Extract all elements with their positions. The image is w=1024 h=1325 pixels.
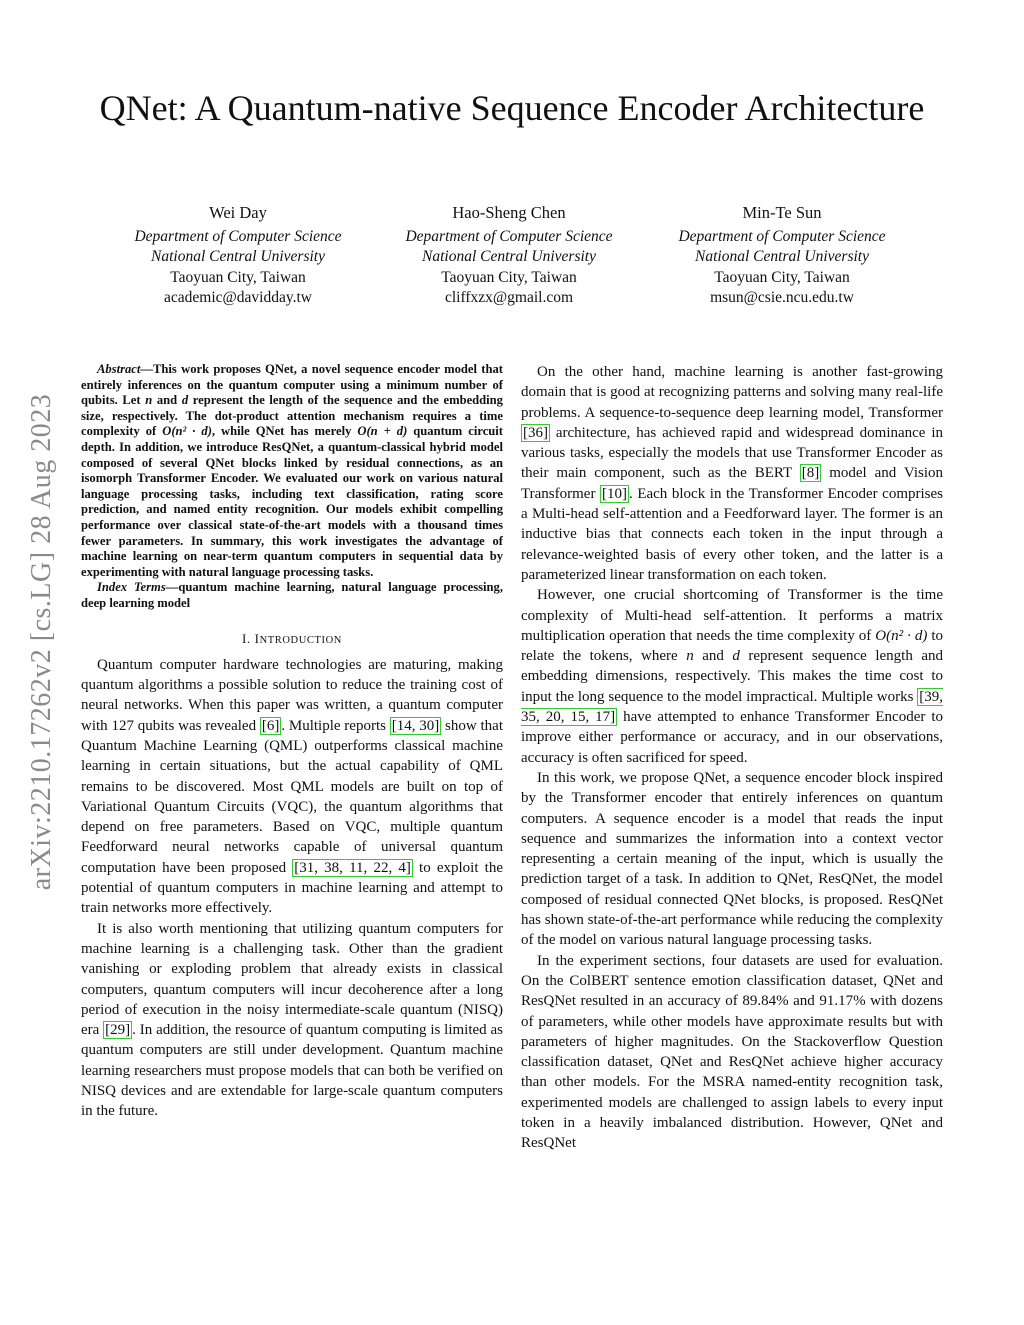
author-block bbox=[98, 203, 378, 309]
body-paragraph: In this work, we propose QNet, a sequence encoder block inspired by the Transformer encoder that entirely inferences on quantum computers. A sequence encoder is a model that reads the input sequence and summarizes the information into a context vector representing a certain meaning of the input, which is usually the prediction target of a task. In addition to QNet, ResQNet, the model composed of residual connected QNet blocks, is proposed. ResQNet has shown state-of-the-art performance while reducing the complexity of the model on various natural language processing tasks. bbox=[521, 769, 943, 949]
body-paragraph: Quantum computer hardware technologies are maturing, making quantum algorithms a possible solution to reduce the training cost of neural networks. When this paper was written, a quantum computer with 127 qubits was revealed [6] . Multiple reports [14, 30] show that Quantum Machine Learning (QML) outperforms classical machine learning in certain situations, but the actual capability of QML remains to be discovered. Most QML models are built on top of Variational Quantum Circuits (VQC), the quantum algorithms that depend on free parameters. Based on VQC, multiple quantum Feedforward neural networks capable of universal quantum computation have been proposed [31, 38, 11, 22, 4] to exploit the potential of quantum computers in machine learning and attempt to train networks more effectively. bbox=[81, 656, 504, 917]
author-name: Hao-Sheng Chen bbox=[452, 203, 566, 222]
section-heading: I. INTRODUCTION bbox=[241, 630, 342, 646]
citation-link[interactable]: [31, 38, 11, 22, 4] bbox=[294, 859, 411, 876]
author-city: Taoyuan City, Taiwan bbox=[714, 268, 850, 286]
citation-link[interactable]: [39, 35, 20, 15, 17] bbox=[521, 688, 943, 726]
author-block bbox=[369, 203, 649, 309]
abstract-label: Abstract bbox=[97, 362, 141, 376]
right-column bbox=[521, 362, 943, 1154]
citation-link[interactable]: [6] bbox=[261, 717, 280, 734]
author-department: Department of Computer Science bbox=[405, 227, 613, 245]
citation-link[interactable]: [8] bbox=[801, 465, 820, 482]
body-paragraph: However, one crucial shortcoming of Transformer is the time complexity of Multi-head self-attention. It performs a matrix multiplication operation that needs the time complexity of O(n² · d) to relate the tokens, where n and d represent sequence length and embedding dimensions, respectively. This makes the time cost to input the long sequence to the model impractical. Multiple works [39, 35, 20, 15, 17] have attempted to enhance Transformer Encoder to improve either performance or accuracy, and in our observations, accuracy is often sacrificed for speed. bbox=[521, 587, 943, 766]
author-email: msun@csie.ncu.edu.tw bbox=[710, 289, 854, 306]
left-column bbox=[81, 362, 503, 1122]
citation-link[interactable]: [29] bbox=[105, 1022, 131, 1039]
citation-link[interactable]: [10] bbox=[602, 485, 628, 502]
author-department: Department of Computer Science bbox=[678, 227, 886, 245]
author-name: Min-Te Sun bbox=[742, 203, 822, 222]
author-email: academic@davidday.tw bbox=[164, 289, 312, 306]
author-name: Wei Day bbox=[209, 203, 267, 222]
author-department: Department of Computer Science bbox=[134, 227, 342, 245]
math-expression: O(n + d) bbox=[357, 424, 408, 439]
author-university: National Central University bbox=[695, 248, 869, 265]
author-university: National Central University bbox=[422, 248, 596, 265]
citation-link[interactable]: [14, 30] bbox=[391, 717, 440, 734]
math-expression: O(n² · d) bbox=[875, 627, 928, 644]
author-block bbox=[642, 203, 922, 309]
math-expression: O(n² · d) bbox=[162, 424, 212, 439]
author-university: National Central University bbox=[151, 248, 325, 265]
abstract: Abstract—This work proposes QNet, a novel sequence encoder model that entirely inferences on the quantum computer using a minimum number of qubits. Let n and d represent the length of the sequence and the embedding size, respectively. The dot-product attention mechanism requires a time complexity of O(n² · d), while QNet has merely O(n + d) quantum circuit depth. In addition, we introduce ResQNet, a quantum-classical hybrid model composed of several QNet blocks linked by residual connections, as an isomorph Transformer Encoder. We evaluated our work on various natural language processing tasks, including text classification, rating score prediction, and named entity recognition. Our models exhibit compelling performance over classical state-of-the-art models with a thousand times fewer parameters. In summary, this work investigates the advantage of machine learning on near-term quantum computers in sequential data by experimenting with natural language processing tasks. bbox=[81, 362, 503, 579]
author-email: cliffxzx@gmail.com bbox=[444, 289, 574, 306]
index-terms-label: Index Terms bbox=[97, 580, 166, 595]
body-paragraph: On the other hand, machine learning is another fast-growing domain that is good at recognizing patterns and solving many real-life problems. A sequence-to-sequence deep learning model, Transformer [36] architecture, has achieved rapid and widespread dominance in various tasks, especially the models that use Transformer Encoder as their main component, such as the BERT [8] model and Vision Transformer [10] . Each block in the Transformer Encoder comprises a Multi-head self-attention and a Feedforward layer. The former is an inductive bias that connects each token in the input through a relevance-weighted basis of every other token, and the latter is a parameterized linear transformation on each token. bbox=[521, 364, 944, 583]
arxiv-side-stamp bbox=[24, 342, 60, 942]
body-paragraph: It is also worth mentioning that utilizing quantum computers for machine learning is a challenging task. Other than the gradient vanishing or exploding problem that already exists in classical computers, quantum computers will incur decoherence after a long period of execution in the noisy intermediate-scale quantum (NISQ) era [29] . In addition, the resource of quantum computing is limited as quantum computers are still under development. Quantum machine learning researchers must propose models that can both be verified on NISQ devices and are extendable for large-scale quantum computers in the future. bbox=[81, 920, 503, 1120]
author-city: Taoyuan City, Taiwan bbox=[170, 268, 306, 286]
author-city: Taoyuan City, Taiwan bbox=[441, 268, 577, 286]
paper-title: QNet: A Quantum-native Sequence Encoder Architecture bbox=[99, 88, 925, 128]
body-paragraph: In the experiment sections, four datasets are used for evaluation. On the ColBERT sentence emotion classification dataset, QNet and ResQNet resulted in an accuracy of 89.84% and 91.17% with dozens of parameters, while other models have approximate results but with parameters of higher magnitudes. On the Stackoverflow Question classification dataset, QNet and ResQNet achieve higher accuracy than other models. For the MSRA named-entity recognition task, experimented models are challenged to assign labels to every input token in a heavily imbalanced distribution. However, QNet and ResQNet bbox=[521, 952, 943, 1152]
index-terms: Index Terms—quantum machine learning, natural language processing, deep learning model bbox=[81, 580, 503, 610]
arxiv-identifier: arXiv:2210.17262v2 [cs.LG] 28 Aug 2023 bbox=[26, 393, 57, 891]
citation-link[interactable]: [36] bbox=[523, 424, 548, 441]
